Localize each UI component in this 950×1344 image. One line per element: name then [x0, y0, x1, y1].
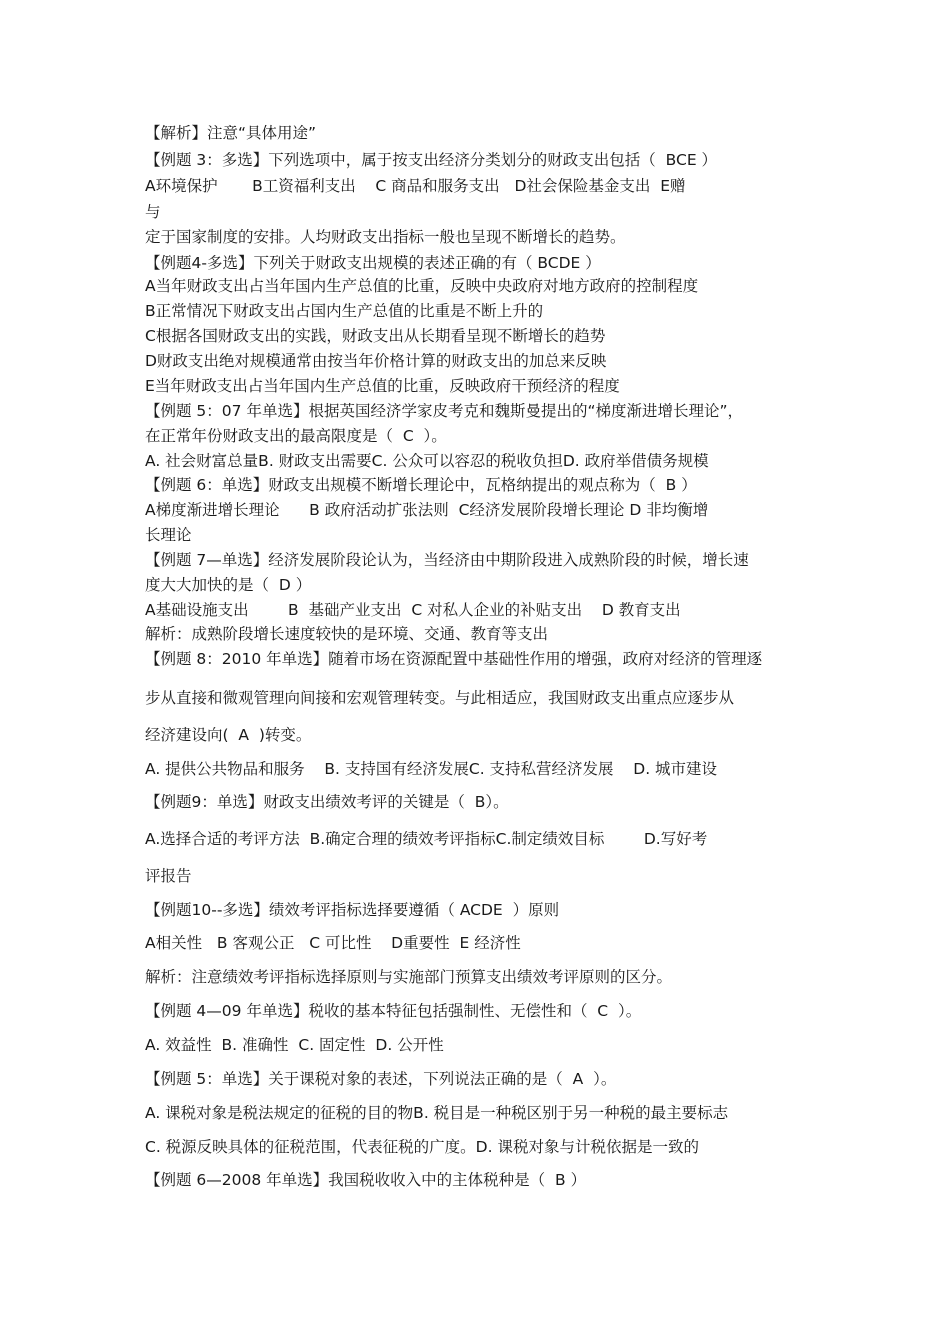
- text-line: A.选择合适的考评方法 B.确定合理的绩效考评指标C.制定绩效目标 D.写好考: [145, 830, 708, 848]
- text-line: 【例题 4—09 年单选】税收的基本特征包括强制性、无偿性和（ C ）。: [145, 1002, 642, 1020]
- text-line: 评报告: [145, 867, 192, 885]
- text-line: 【例题 5：07 年单选】根据英国经济学家皮考克和魏斯曼提出的“梯度渐进增长理论”，: [145, 402, 744, 420]
- text-line: A. 效益性 B. 准确性 C. 固定性 D. 公开性: [145, 1036, 444, 1054]
- text-line: A. 提供公共物品和服务 B. 支持国有经济发展C. 支持私营经济发展 D. 城市建设: [145, 760, 718, 778]
- text-line: 【例题10--多选】绩效考评指标选择要遵循（ ACDE ）原则: [145, 901, 560, 919]
- text-line: 与: [145, 203, 161, 221]
- text-line: E当年财政支出占当年国内生产总值的比重，反映政府干预经济的程度: [145, 377, 620, 395]
- text-line: A梯度渐进增长理论 B 政府活动扩张法则 C经济发展阶段增长理论 D 非均衡增: [145, 501, 709, 519]
- text-line: A. 课税对象是税法规定的征税的目的物B. 税目是一种税区别于另一种税的最主要标志: [145, 1104, 729, 1122]
- text-line: 【解析】注意“具体用途”: [145, 124, 317, 142]
- text-line: D财政支出绝对规模通常由按当年价格计算的财政支出的加总来反映: [145, 352, 607, 370]
- text-line: C根据各国财政支出的实践，财政支出从长期看呈现不断增长的趋势: [145, 327, 606, 345]
- text-line: C. 税源反映具体的征税范围，代表征税的广度。D. 课税对象与计税依据是一致的: [145, 1138, 699, 1156]
- text-line: B正常情况下财政支出占国内生产总值的比重是不断上升的: [145, 302, 544, 320]
- text-line: 步从直接和微观管理向间接和宏观管理转变。与此相适应，我国财政支出重点应逐步从: [145, 689, 735, 707]
- text-line: 【例题 6—2008 年单选】我国税收收入中的主体税种是（ B ）: [145, 1171, 587, 1189]
- text-line: A. 社会财富总量B. 财政支出需要C. 公众可以容忍的税收负担D. 政府举借债务规模: [145, 452, 709, 470]
- text-line: 解析：成熟阶段增长速度较快的是环境、交通、教育等支出: [145, 625, 549, 643]
- text-line: 度大大加快的是（ D ）: [145, 576, 312, 594]
- text-line: 【例题 3：多选】下列选项中，属于按支出经济分类划分的财政支出包括（ BCE ）: [145, 151, 718, 169]
- text-line: 解析：注意绩效考评指标选择原则与实施部门预算支出绩效考评原则的区分。: [145, 968, 673, 986]
- text-line: 定于国家制度的安排。人均财政支出指标一般也呈现不断增长的趋势。: [145, 228, 626, 246]
- text-line: 长理论: [145, 526, 192, 544]
- text-line: 【例题4-多选】下列关于财政支出规模的表述正确的有（ BCDE ）: [145, 254, 601, 272]
- text-line: 【例题9：单选】财政支出绩效考评的关键是（ B）。: [145, 793, 509, 811]
- text-line: 经济建设向( A )转变。: [145, 726, 312, 744]
- text-line: A环境保护 B工资福利支出 C 商品和服务支出 D社会保险基金支出 E赠: [145, 177, 686, 195]
- text-line: 在正常年份财政支出的最高限度是（ C ）。: [145, 427, 447, 445]
- text-line: 【例题 8：2010 年单选】随着市场在资源配置中基础性作用的增强，政府对经济的管理逐: [145, 650, 763, 668]
- text-line: 【例题 7—单选】经济发展阶段论认为，当经济由中期阶段进入成熟阶段的时候，增长速: [145, 551, 749, 569]
- text-line: A当年财政支出占当年国内生产总值的比重，反映中央政府对地方政府的控制程度: [145, 277, 699, 295]
- text-line: 【例题 5：单选】关于课税对象的表述，下列说法正确的是（ A ）。: [145, 1070, 617, 1088]
- text-line: A基础设施支出 B 基础产业支出 C 对私人企业的补贴支出 D 教育支出: [145, 601, 681, 619]
- text-line: 【例题 6：单选】财政支出规模不断增长理论中，瓦格纳提出的观点称为（ B ）: [145, 476, 697, 494]
- text-line: A相关性 B 客观公正 C 可比性 D重要性 E 经济性: [145, 934, 521, 952]
